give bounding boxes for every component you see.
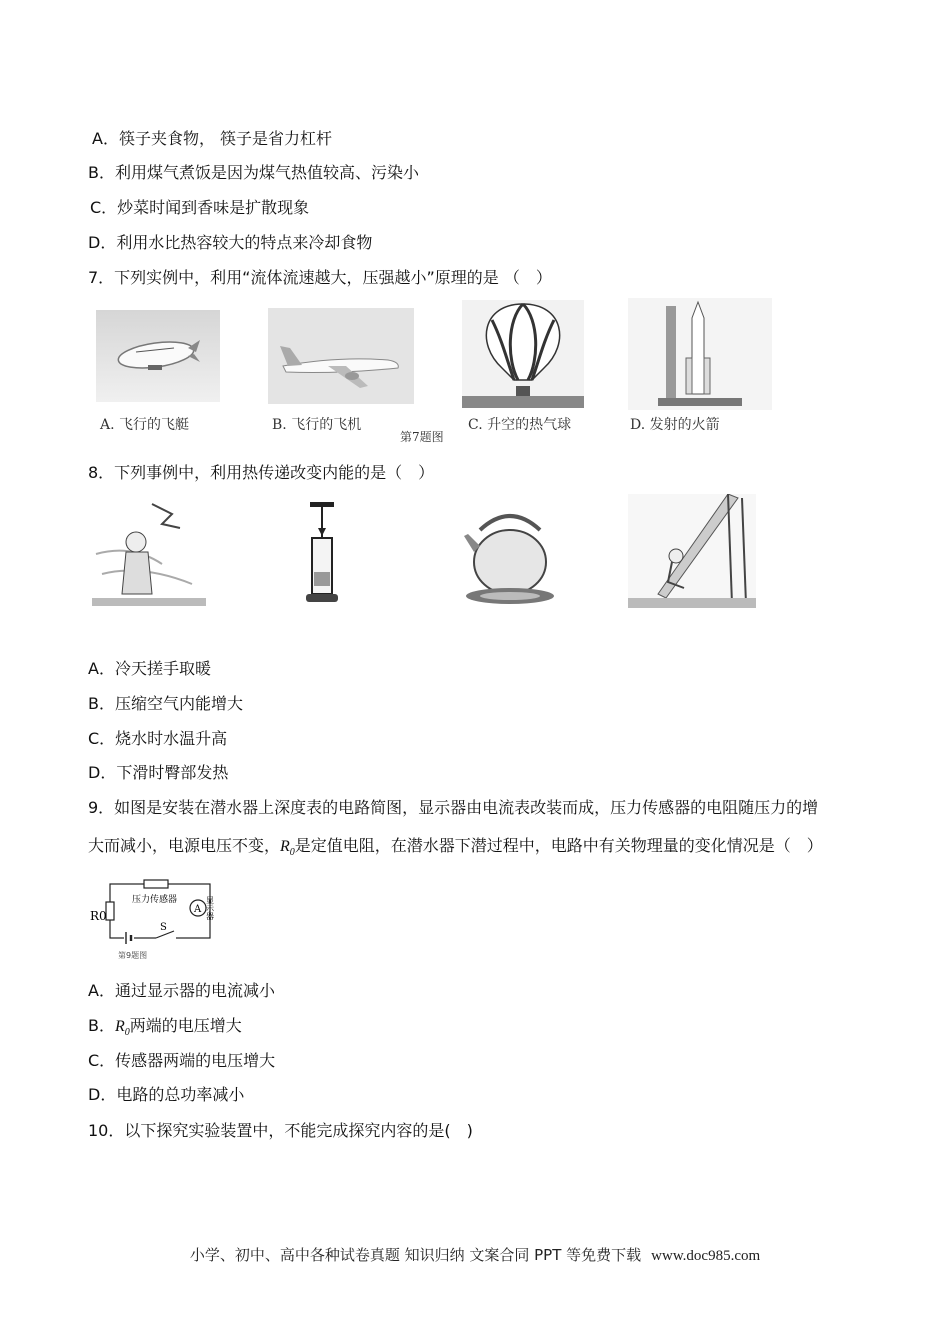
switch-label: S bbox=[160, 922, 167, 933]
q6-option-d: D．利用水比热容较大的特点来冷却食物 bbox=[88, 233, 373, 252]
r-letter: R bbox=[280, 838, 290, 855]
q8-option-b: B．压缩空气内能增大 bbox=[88, 694, 243, 713]
circuit-diagram bbox=[88, 874, 222, 960]
q7-caption-d: D. 发射的火箭 bbox=[630, 417, 720, 433]
r-letter-b: R bbox=[114, 1018, 125, 1035]
q8-figure bbox=[88, 492, 758, 610]
rocket-image bbox=[628, 298, 772, 410]
q6-option-c: C．炒菜时闻到香味是扩散现象 bbox=[90, 198, 310, 217]
q7-caption-c: C. 升空的热气球 bbox=[468, 417, 572, 433]
display-label: 显示器 bbox=[205, 896, 215, 920]
ammeter-label: A bbox=[194, 904, 202, 915]
q9-stem-part1: 大而减小，电源电压不变， bbox=[88, 836, 281, 855]
footer-url[interactable]: www.doc985.com bbox=[651, 1248, 761, 1264]
q7-stem: 7．下列实例中，利用“流体流速越大，压强越小”原理的是 （ ） bbox=[88, 268, 552, 287]
q7-caption-b: B. 飞行的飞机 bbox=[272, 417, 362, 433]
sensor-resistor bbox=[144, 880, 168, 888]
slide-image bbox=[628, 494, 756, 608]
sensor-label: 压力传感器 bbox=[132, 895, 178, 905]
q7-figure bbox=[88, 298, 774, 448]
q9-option-a: A．通过显示器的电流减小 bbox=[88, 981, 275, 1000]
r-subscript-b: 0 bbox=[124, 1027, 130, 1039]
q7-figure-label: 第7题图 bbox=[400, 430, 444, 444]
rubbing-hands-image bbox=[92, 494, 206, 606]
q9-figure-label: 第9题图 bbox=[118, 951, 148, 960]
q6-option-b: B．利用煤气煮饭是因为煤气热值较高、污染小 bbox=[88, 163, 419, 182]
q7-caption-a: A. 飞行的飞艇 bbox=[100, 417, 190, 433]
option-b-suffix: 两端的电压增大 bbox=[129, 1016, 242, 1035]
r0-symbol bbox=[280, 838, 295, 859]
airship-image bbox=[96, 310, 220, 402]
air-compression-device-image bbox=[302, 502, 342, 606]
q9-option-d: D．电路的总功率减小 bbox=[88, 1085, 245, 1104]
r0-resistor bbox=[106, 902, 114, 920]
q8-option-c: C．烧水时水温升高 bbox=[88, 729, 228, 748]
q8-option-a: A．冷天搓手取暖 bbox=[88, 659, 211, 678]
q9-stem-line2 bbox=[88, 835, 823, 864]
r0-label: R0 bbox=[90, 909, 107, 923]
q6-option-a: A．筷子夹食物， 筷子是省力杠杆 bbox=[92, 129, 333, 148]
q8-option-d: D．下滑时臀部发热 bbox=[88, 763, 229, 782]
q8-stem: 8．下列事例中，利用热传递改变内能的是（ ） bbox=[88, 463, 435, 482]
page-footer bbox=[0, 1244, 950, 1265]
hot-air-balloon-image bbox=[462, 300, 584, 408]
option-b-prefix: B． bbox=[88, 1016, 115, 1035]
q9-option-c: C．传感器两端的电压增大 bbox=[88, 1051, 276, 1070]
q9-stem-part2: 是定值电阻，在潜水器下潜过程中，电路中有关物理量的变化情况是（ ） bbox=[294, 836, 823, 855]
footer-text: 小学、初中、高中各种试卷真题 知识归纳 文案合同 PPT 等免费下载 bbox=[189, 1246, 642, 1264]
q9-option-b bbox=[88, 1015, 242, 1044]
airplane-image bbox=[268, 308, 414, 404]
q10-stem: 10．以下探究实验装置中，不能完成探究内容的是( ) bbox=[88, 1121, 473, 1140]
kettle-image bbox=[464, 496, 558, 606]
q9-stem-line1: 9．如图是安装在潜水器上深度表的电路简图，显示器由电流表改装而成，压力传感器的电阻随压力的增 bbox=[88, 798, 819, 817]
r0-symbol-b bbox=[114, 1018, 130, 1039]
r-subscript: 0 bbox=[289, 847, 295, 859]
